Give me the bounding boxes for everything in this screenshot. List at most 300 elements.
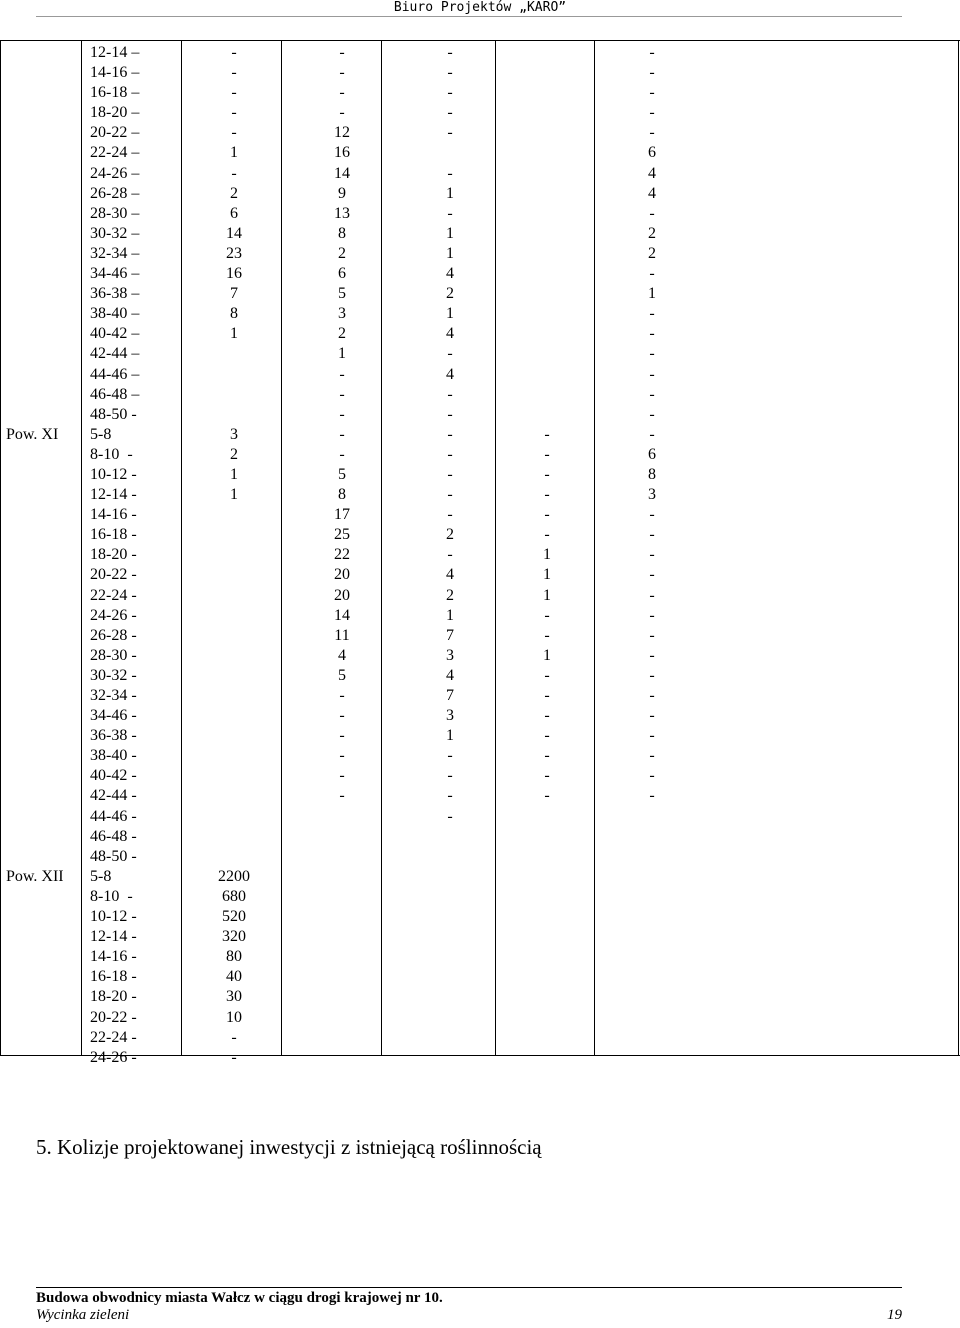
value-cell: - [649,365,655,383]
column-group-labels [6,43,64,1068]
value-cell [214,626,254,646]
value-cell: 1 [543,546,551,564]
value-cell: 1 [230,144,238,162]
value-cell: 4 [446,666,454,684]
group-label-cell [6,947,64,967]
range-cell: 16-18 – [90,84,140,102]
value-cell: 2 [230,445,238,463]
value-cell: - [447,787,453,805]
value-cell [527,103,567,123]
value-cell: - [447,64,453,82]
value-cell: - [649,204,655,222]
range-cell: 28-30 - [90,646,137,664]
value-cell: 7 [446,687,454,704]
value-cell: - [649,104,655,122]
group-label-cell [6,103,64,123]
range-cell: 16-18 - [90,526,137,544]
group-label-cell [6,465,64,485]
range-cell: 42-44 – [90,345,140,363]
value-cell: - [447,385,453,403]
value-cell: 30 [226,988,242,1006]
value-cell: - [339,425,345,443]
range-cell: 42-44 - [90,787,137,805]
value-cell [527,63,567,83]
range-cell: 8-10 - [90,445,133,463]
range-cell: 38-40 - [90,747,137,765]
value-cell: 8 [648,465,656,483]
value-cell [214,565,254,585]
value-cell [527,83,567,103]
value-cell: 4 [338,646,346,664]
table-divider [381,41,382,1055]
group-label-cell [6,385,64,405]
group-label-cell [6,344,64,364]
value-cell: 9 [338,184,346,202]
value-cell: 6 [648,445,656,463]
footer-title: Budowa obwodnicy miasta Wałcz w ciągu drogi krajowej nr 10. [36,1290,443,1306]
range-cell: 46-48 – [90,385,140,403]
range-cell: 5-8 [90,867,112,885]
value-cell: - [649,506,655,524]
value-cell: - [339,727,345,745]
group-label-cell [6,505,64,525]
value-cell [527,284,567,304]
value-cell: 23 [226,244,242,262]
value-cell: 4 [648,184,656,202]
group-label-cell [6,405,64,425]
group-label-cell [6,726,64,746]
range-cell: 24-26 - [90,1048,137,1066]
range-cell: 40-42 - [90,767,137,785]
value-cell: - [649,345,655,363]
value-cell: - [447,546,453,564]
value-cell: - [649,405,655,423]
value-cell: 20 [334,586,350,604]
value-cell: 8 [230,305,238,323]
value-cell: - [339,385,345,403]
range-cell: 14-16 – [90,64,140,82]
group-label-cell [6,224,64,244]
group-label-cell [6,1028,64,1048]
value-cell: 1 [446,244,454,262]
value-cell [214,766,254,786]
value-cell: 2 [446,586,454,604]
column-diameter-ranges [90,43,139,1068]
group-label-cell [6,204,64,224]
value-cell: - [339,787,345,805]
group-label-cell [6,847,64,867]
value-cell [527,123,567,143]
range-cell: 20-22 - [90,1008,137,1026]
value-cell: - [544,445,550,463]
value-cell: 2 [338,244,346,262]
value-cell: - [649,646,655,664]
value-cell: 3 [446,646,454,664]
value-cell [214,807,254,827]
value-cell: 8 [338,224,346,242]
value-cell: - [544,486,550,504]
value-cell: 2 [338,325,346,343]
header-title: Biuro Projektów „KARO” [393,0,567,15]
value-cell: 6 [648,144,656,162]
value-cell: - [339,687,345,704]
range-cell: 36-38 – [90,285,140,303]
value-cell: - [339,707,345,725]
value-cell [214,405,254,425]
value-cell: 5 [338,666,346,684]
value-cell: - [544,666,550,684]
value-cell: - [447,767,453,785]
range-cell: 26-28 – [90,184,140,202]
group-label-cell [6,324,64,344]
value-cell: 25 [334,526,350,544]
value-cell: 2 [230,184,238,202]
value-cell: - [231,1048,237,1066]
group-label-cell [6,927,64,947]
value-cell [527,244,567,264]
value-cell: 13 [334,204,350,222]
value-cell: 1 [543,586,551,604]
range-cell: 36-38 - [90,727,137,745]
group-label-cell [6,565,64,585]
group-label-cell [6,686,64,706]
range-cell: 34-46 - [90,707,137,725]
value-cell: 11 [334,626,350,644]
table-border-left [0,41,1,1055]
value-cell [214,786,254,806]
value-cell: - [649,707,655,725]
value-cell: 1 [230,486,238,504]
table-divider [181,41,182,1055]
range-cell: 26-28 - [90,626,137,644]
value-cell: - [231,104,237,122]
value-cell: - [544,707,550,725]
value-cell: - [649,124,655,142]
range-cell: 10-12 - [90,465,137,483]
value-cell: - [649,586,655,604]
value-cell [214,847,254,867]
value-cell: - [447,104,453,122]
column-values-3 [430,43,470,827]
range-cell: 22-24 – [90,144,140,162]
group-label-cell [6,606,64,626]
range-cell: 12-14 – [90,44,140,61]
value-cell [527,224,567,244]
value-cell: - [447,84,453,102]
value-cell: 1 [230,325,238,343]
value-cell: 2 [648,244,656,262]
value-cell: 2 [648,224,656,242]
column-values-5 [632,43,672,807]
value-cell: - [649,606,655,624]
value-cell: - [447,445,453,463]
value-cell: 1 [446,184,454,202]
value-cell: 320 [222,928,246,946]
group-label-cell [6,143,64,163]
range-cell: 10-12 - [90,908,137,926]
value-cell: 5 [338,285,346,303]
value-cell: 7 [446,626,454,644]
range-cell: 44-46 - [90,807,137,825]
value-cell: - [649,747,655,765]
value-cell: 4 [446,365,454,383]
range-cell: 24-26 – [90,164,140,182]
footer-divider [36,1287,902,1288]
value-cell: 2 [446,285,454,303]
value-cell: 12 [334,124,350,142]
value-cell: - [447,164,453,182]
value-cell: - [544,767,550,785]
value-cell: 3 [648,486,656,504]
value-cell [214,505,254,525]
range-cell: 20-22 – [90,124,140,142]
range-cell: 30-32 - [90,666,137,684]
value-cell: - [447,465,453,483]
inventory-table [0,40,960,1066]
column-values-4 [527,43,567,807]
value-cell: 3 [230,425,238,443]
value-cell [527,43,567,63]
value-cell: 22 [334,546,350,564]
value-cell [527,264,567,284]
group-label-cell [6,184,64,204]
value-cell: 4 [446,566,454,584]
value-cell: 6 [230,204,238,222]
value-cell [214,525,254,545]
value-cell: - [231,44,237,61]
group-label-cell [6,907,64,927]
value-cell [214,726,254,746]
range-cell: 22-24 - [90,1028,137,1046]
value-cell [214,827,254,847]
value-cell: - [447,345,453,363]
value-cell [214,545,254,565]
group-label-cell [6,545,64,565]
range-cell: 18-20 - [90,546,137,564]
value-cell [527,143,567,163]
value-cell: - [447,44,453,61]
group-label-cell [6,887,64,907]
value-cell: 14 [334,164,350,182]
value-cell: - [544,425,550,443]
group-label-cell [6,666,64,686]
group-label-cell [6,525,64,545]
value-cell: - [231,1028,237,1046]
value-cell: 3 [338,305,346,323]
value-cell: - [544,465,550,483]
group-label-cell [6,807,64,827]
value-cell: 1 [446,305,454,323]
value-cell: - [339,405,345,423]
value-cell: - [649,265,655,283]
range-cell: 18-20 – [90,104,140,122]
value-cell: 1 [338,345,346,363]
value-cell: - [447,747,453,765]
value-cell [527,344,567,364]
value-cell: - [447,807,453,825]
range-cell: 12-14 - [90,486,137,504]
value-cell: - [339,767,345,785]
group-label-cell [6,626,64,646]
value-cell [214,606,254,626]
value-cell: 17 [334,506,350,524]
table-divider [495,41,496,1055]
group-label-cell [6,786,64,806]
value-cell: 1 [446,727,454,745]
value-cell: - [339,365,345,383]
value-cell: - [649,305,655,323]
value-cell: - [649,727,655,745]
value-cell: - [649,84,655,102]
value-cell: 2 [446,526,454,544]
value-cell: - [339,84,345,102]
value-cell: 1 [446,606,454,624]
value-cell: - [447,486,453,504]
value-cell: - [649,666,655,684]
value-cell [214,586,254,606]
value-cell: - [231,84,237,102]
group-label-cell [6,365,64,385]
value-cell [527,324,567,344]
value-cell: 1 [648,285,656,303]
range-cell: 38-40 – [90,305,140,323]
value-cell: 1 [446,224,454,242]
value-cell [527,385,567,405]
group-label-cell [6,967,64,987]
range-cell: 20-22 - [90,566,137,584]
column-values-1 [214,43,254,1068]
table-divider [594,41,595,1055]
value-cell [214,344,254,364]
value-cell: 4 [648,164,656,182]
value-cell: 680 [222,887,246,905]
range-cell: 30-32 – [90,224,140,242]
value-cell: - [649,687,655,704]
column-values-2 [322,43,362,807]
value-cell: - [544,606,550,624]
group-label-cell [6,827,64,847]
value-cell: - [447,204,453,222]
range-cell: 48-50 - [90,405,137,423]
group-label-cell [6,646,64,666]
group-label-cell [6,706,64,726]
group-label-cell [6,304,64,324]
range-cell: 12-14 - [90,928,137,946]
group-label-cell [6,586,64,606]
value-cell: 6 [338,265,346,283]
value-cell: - [649,787,655,805]
value-cell: - [649,425,655,443]
value-cell: 40 [226,968,242,986]
value-cell: - [544,727,550,745]
value-cell: 20 [334,566,350,584]
group-label-cell [6,123,64,143]
group-label-cell [6,164,64,184]
value-cell: - [649,64,655,82]
table-border-right [958,41,959,1055]
group-label-cell: Pow. XI [6,425,59,443]
value-cell: - [339,104,345,122]
value-cell: - [231,164,237,182]
value-cell: - [447,124,453,142]
group-label-cell [6,43,64,63]
value-cell: 16 [334,144,350,162]
value-cell: - [231,64,237,82]
value-cell: - [649,626,655,644]
value-cell [214,706,254,726]
value-cell [527,405,567,425]
value-cell: 16 [226,265,242,283]
value-cell: - [339,747,345,765]
range-cell: 46-48 - [90,827,137,845]
value-cell: 80 [226,948,242,966]
value-cell: - [447,506,453,524]
group-label-cell [6,987,64,1007]
group-label-cell [6,284,64,304]
value-cell: 520 [222,908,246,926]
range-cell: 18-20 - [90,988,137,1006]
value-cell: 10 [226,1008,242,1026]
value-cell: 4 [446,265,454,283]
value-cell [214,666,254,686]
range-cell: 32-34 – [90,244,140,262]
value-cell: - [649,526,655,544]
value-cell: - [649,566,655,584]
value-cell: - [544,687,550,704]
value-cell: - [649,546,655,564]
group-label-cell [6,1048,64,1068]
range-cell: 32-34 - [90,687,137,704]
range-cell: 24-26 - [90,606,137,624]
value-cell [527,184,567,204]
value-cell: 7 [230,285,238,303]
value-cell: 14 [226,224,242,242]
group-label-cell [6,63,64,83]
value-cell: - [339,44,345,61]
footer-subtitle: Wycinka zieleni [36,1307,130,1323]
value-cell: 2200 [218,867,250,885]
group-label-cell [6,83,64,103]
value-cell [527,304,567,324]
value-cell: - [339,445,345,463]
group-label-cell [6,445,64,465]
value-cell [214,746,254,766]
range-cell: 22-24 - [90,586,137,604]
header-divider [36,16,902,17]
range-cell: 48-50 - [90,847,137,865]
value-cell [214,385,254,405]
table-divider [81,41,82,1055]
value-cell: - [649,325,655,343]
value-cell: - [649,767,655,785]
range-cell: 16-18 - [90,968,137,986]
value-cell: 1 [230,465,238,483]
range-cell: 44-46 – [90,365,140,383]
group-label-cell [6,1008,64,1028]
value-cell: - [339,64,345,82]
value-cell: 8 [338,486,346,504]
value-cell: 1 [543,566,551,584]
group-label-cell [6,264,64,284]
value-cell: 1 [543,646,551,664]
group-label-cell [6,244,64,264]
range-cell: 5-8 [90,425,112,443]
value-cell: - [544,526,550,544]
range-cell: 34-46 – [90,265,140,283]
value-cell: 3 [446,707,454,725]
range-cell: 8-10 - [90,887,133,905]
value-cell: - [544,787,550,805]
